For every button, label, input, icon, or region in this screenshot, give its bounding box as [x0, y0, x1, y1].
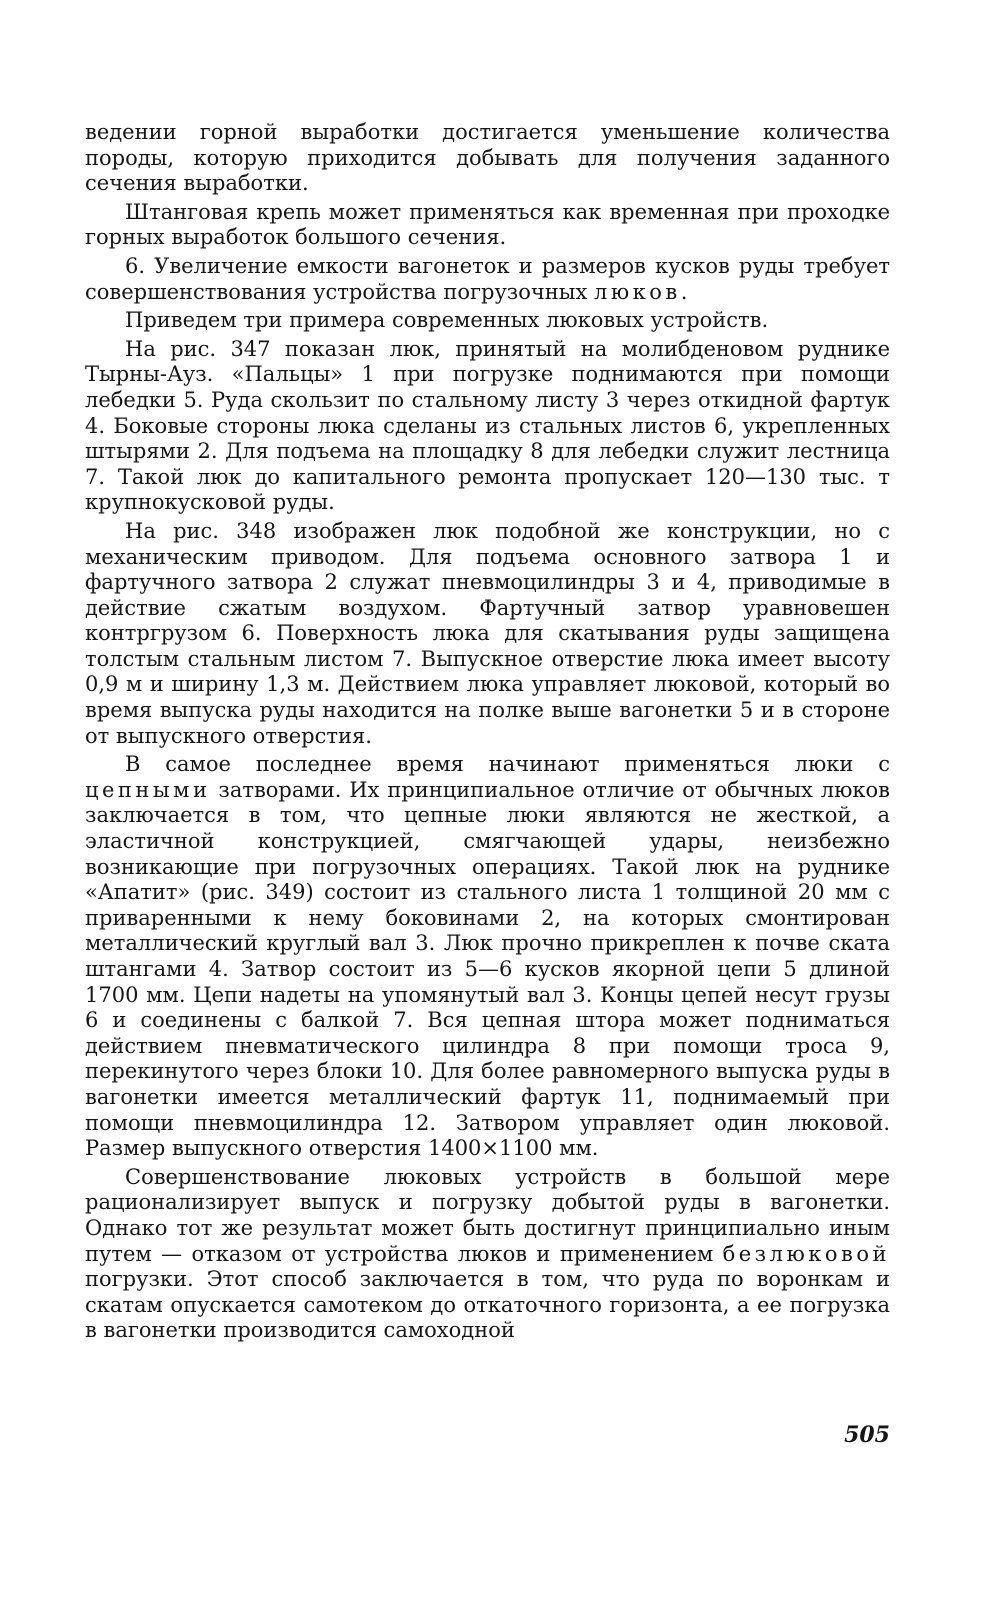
paragraph-1-text: ведении горной выработки достигается уменьшение количества породы, которую приходится добывать для получения заданного сечения выработки. — [85, 120, 890, 196]
paragraph-3 — [85, 254, 890, 305]
paragraph-7-text: В самое последнее время начинают применяться люки с — [125, 752, 890, 777]
page-body — [85, 120, 890, 1347]
paragraph-2-text: Штанговая крепь может применяться как временная при проходке горных выработок большого сечения. — [85, 199, 890, 250]
paragraph-8-spaced-term: безлюковой — [722, 1241, 890, 1266]
paragraph-3-spaced-term: люков — [594, 279, 681, 304]
paragraph-7-spaced-term: цепными — [85, 777, 211, 802]
paragraph-3-text: 6. Увеличение емкости вагонеток и размеров кусков руды требует совершенствования устройства погрузочных — [85, 253, 890, 304]
paragraph-6-text: На рис. 348 изображен люк подобной же конструкции, но с механическим приводом. Для подъема основного затвора 1 и фартучного затвора 2 служат пневмоцилиндры 3 и 4, приводимые в действие сжатым воздухом. Фартучный затвор уравновешен контргрузом 6. Поверхность люка для скатывания руды защищена толстым стальным листом 7. Выпускное отверстие люка имеет высоту 0,9 м и ширину 1,3 м. Действием люка управляет люковой, который во время выпуска руды находится на полке выше вагонетки 5 и в стороне от выпускного отверстия. — [85, 518, 890, 748]
paragraph-4-text: Приведем три примера современных люковых устройств. — [125, 308, 769, 333]
paragraph-5 — [85, 337, 890, 516]
paragraph-8-tail: погрузки. Этот способ заключается в том, что руда по воронкам и скатам опускается самотеком до откаточного горизонта, а ее погрузка в вагонетки производится самоходной — [85, 1267, 890, 1343]
page-number: 505 — [844, 1422, 890, 1448]
paragraph-2 — [85, 200, 890, 251]
paragraph-7 — [85, 752, 890, 1162]
paragraph-6 — [85, 519, 890, 749]
paragraph-1 — [85, 120, 890, 197]
paragraph-8 — [85, 1165, 890, 1344]
paragraph-5-text: На рис. 347 показан люк, принятый на молибденовом руднике Тырны-Ауз. «Пальцы» 1 при погрузке поднимаются при помощи лебедки 5. Руда скользит по стальному листу 3 через откидной фартук 4. Боковые стороны люка сделаны из стальных листов 6, укрепленных штырями 2. Для подъема на площадку 8 для лебедки служит лестница 7. Такой люк до капитального ремонта пропускает 120—130 тыс. т крупнокусковой руды. — [85, 336, 890, 515]
paragraph-8-text: Совершенствование люковых устройств в большой мере рационализирует выпуск и погрузку добытой руды в вагонетки. Однако тот же результат может быть достигнут принципиально иным путем — отказом от устройства люков и применением — [85, 1164, 890, 1266]
paragraph-3-tail: . — [680, 279, 688, 304]
paragraph-4 — [85, 308, 890, 334]
paragraph-7-tail: затворами. Их принципиальное отличие от обычных люков заключается в том, что цепные люки являются не жесткой, а эластичной конструкцией, смягчающей удары, неизбежно возникающие при погрузочных операциях. Такой люк на руднике «Апатит» (рис. 349) состоит из стального листа 1 толщиной 20 мм с приваренными к нему боковинами 2, на которых смонтирован металлический круглый вал 3. Люк прочно прикреплен к почве ската штангами 4. Затвор состоит из 5—6 кусков якорной цепи 5 длиной 1700 мм. Цепи надеты на упомянутый вал 3. Концы цепей несут грузы 6 и соединены с балкой 7. Вся цепная штора может подниматься действием пневматического цилиндра 8 при помощи троса 9, перекинутого через блоки 10. Для более равномерного выпуска руды в вагонетки имеется металлический фартук 11, поднимаемый при помощи пневмоцилиндра 12. Затвором управляет один люковой. Размер выпускного отверстия 1400×1100 мм. — [85, 777, 890, 1161]
